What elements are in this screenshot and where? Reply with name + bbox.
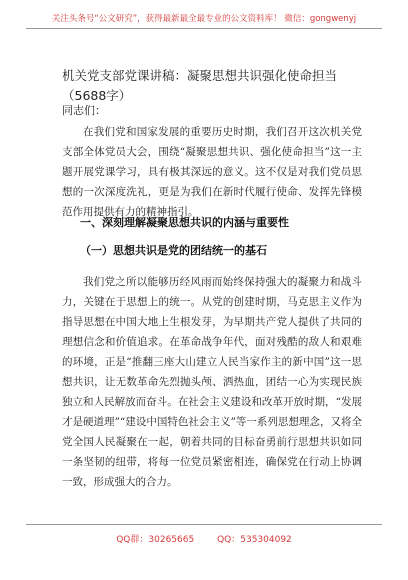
footer-divider	[26, 524, 382, 525]
header-notice: 关注头条号“公文研究”，获得最新最全最专业的公文资料库！ 微信：gongwenyj	[51, 14, 357, 24]
section-heading: 一、深刻理解凝聚思想共识的内涵与重要性	[80, 216, 289, 229]
paragraph-body: 我们党之所以能够历经风雨而始终保持强大的凝聚力和战斗力，关键在于思想上的统一。从党的创建时期，马克思主义作为指导思想在中国大地上生根发芽，为早期共产党人提供了共同的理想信念和价值追求。在革命战争年代，面对残酷的敌人和艰难的环境，正是“推翻三座大山建立人民当家作主的新中国”这一思想共识，让无数革命先烈抛头颅、洒热血，团结一心为实现民族独立和人民解放而奋斗。在社会主义建设和改革开放时期，“发展才是硬道理”“建设中国特色社会主义”等一系列思想理念，又将全党全国人民凝聚在一起，朝着共同的目标奋勇前行思想共识如同一条坚韧的纽带，将每一位党员紧密相连，确保党在行动上协调一致，形成强大的合力。	[62, 276, 362, 488]
header-divider	[26, 28, 382, 29]
document-title: 机关党支部党课讲稿：凝聚思想共识强化使命担当（5688字）	[62, 68, 338, 103]
paragraph-intro: 在我们党和国家发展的重要历史时期，我们召开这次机关党支部全体党员大会，围绕“凝聚思想共识、强化使命担当”这一主题开展党课学习，具有极其深远的意义。这不仅是对我们党员思想的一次深度洗礼，更是为我们在新时代履行使命、发挥先锋模范作用提供有力的精神指引。	[62, 126, 362, 218]
footer-contact	[0, 532, 408, 545]
greeting: 同志们：	[62, 104, 106, 117]
subsection-heading: （一）思想共识是党的团结统一的基石	[80, 244, 267, 257]
footer-qq-group: QQ群：30265665	[116, 535, 195, 545]
footer-qq: QQ：535304092	[217, 535, 292, 545]
